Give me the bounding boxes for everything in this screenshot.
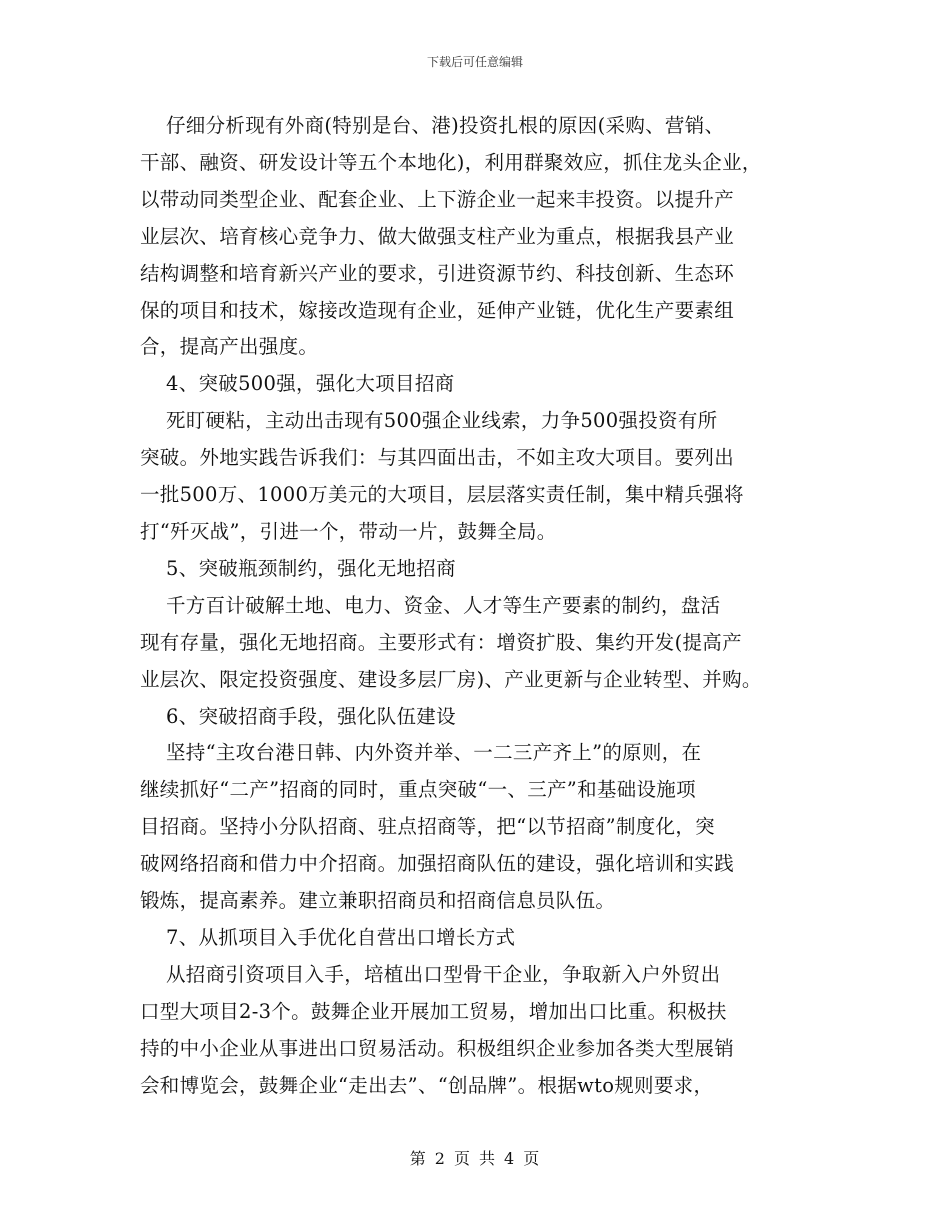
text-line: 业层次、培育核心竞争力、做大做强支柱产业为重点，根据我县产业 bbox=[140, 224, 735, 248]
text-line: 结构调整和培育新兴产业的要求，引进资源节约、科技创新、生态环 bbox=[140, 261, 735, 285]
text-line: 以带动同类型企业、配套企业、上下游企业一起来丰投资。以提升产 bbox=[140, 187, 735, 211]
text-line: 死盯硬粘，主动出击现有500强企业线索，力争500强投资有所 bbox=[140, 409, 718, 433]
text-line: 现有存量，强化无地招商。主要形式有：增资扩股、集约开发(提高产 bbox=[140, 630, 742, 654]
page-number-prefix: 第 bbox=[409, 1149, 427, 1168]
text-line: 千方百计破解土地、电力、资金、人才等生产要素的制约，盘活 bbox=[140, 593, 721, 617]
page-number-total-label: 共 bbox=[479, 1149, 497, 1168]
text-line: 合，提高产出强度。 bbox=[140, 335, 319, 359]
section-heading: 6、突破招商手段，强化队伍建设 bbox=[140, 704, 456, 728]
text-line: 打“歼灭战”，引进一个，带动一片，鼓舞全局。 bbox=[140, 519, 557, 543]
text-line: 一批500万、1000万美元的大项目，层层落实责任制，集中精兵强将 bbox=[140, 483, 744, 507]
section-heading: 4、突破500强，强化大项目招商 bbox=[140, 372, 455, 396]
text-line: 破网络招商和借力中介招商。加强招商队伍的建设，强化培训和实践 bbox=[140, 852, 735, 876]
text-line: 口型大项目2-3个。鼓舞企业开展加工贸易，增加出口比重。积极扶 bbox=[140, 999, 727, 1023]
text-line: 仔细分析现有外商(特别是台、港)投资扎根的原因(采购、营销、 bbox=[140, 114, 725, 137]
page-number-current: 2 bbox=[434, 1149, 446, 1168]
text-line: 业层次、限定投资强度、建设多层厂房)、产业更新与企业转型、并购。 bbox=[140, 667, 762, 691]
text-line: 目招商。坚持小分队招商、驻点招商等，把“以节招商”制度化，突 bbox=[140, 815, 715, 839]
text-line: 干部、融资、研发设计等五个本地化)，利用群聚效应，抓住龙头企业， bbox=[140, 150, 762, 174]
document-body bbox=[140, 108, 815, 1104]
page-number bbox=[0, 1146, 950, 1169]
text-line: 会和博览会，鼓舞企业“走出去”、“创品牌”。根据wto规则要求， bbox=[140, 1073, 714, 1097]
section-heading: 5、突破瓶颈制约，强化无地招商 bbox=[140, 556, 456, 580]
text-line: 持的中小企业从事进出口贸易活动。积极组织企业参加各类大型展销 bbox=[140, 1036, 735, 1060]
page-number-unit: 页 bbox=[453, 1149, 471, 1168]
text-line: 继续抓好“二产”招商的同时，重点突破“一、三产”和基础设施项 bbox=[140, 778, 696, 802]
text-line: 从招商引资项目入手，培植出口型骨干企业，争取新入户外贸出 bbox=[140, 962, 721, 986]
text-line: 突破。外地实践告诉我们：与其四面出击，不如主攻大项目。要列出 bbox=[140, 446, 735, 470]
page-number-suffix: 页 bbox=[523, 1149, 541, 1168]
page-header-note: 下载后可任意编辑 bbox=[426, 55, 523, 69]
section-heading: 7、从抓项目入手优化自营出口增长方式 bbox=[140, 925, 516, 949]
page-number-total: 4 bbox=[504, 1149, 516, 1168]
text-line: 锻炼，提高素养。建立兼职招商员和招商信息员队伍。 bbox=[140, 889, 616, 913]
text-line: 保的项目和技术，嫁接改造现有企业，延伸产业链，优化生产要素组 bbox=[140, 298, 735, 322]
text-line: 坚持“主攻台港日韩、内外资并举、一二三产齐上”的原则，在 bbox=[140, 741, 702, 765]
